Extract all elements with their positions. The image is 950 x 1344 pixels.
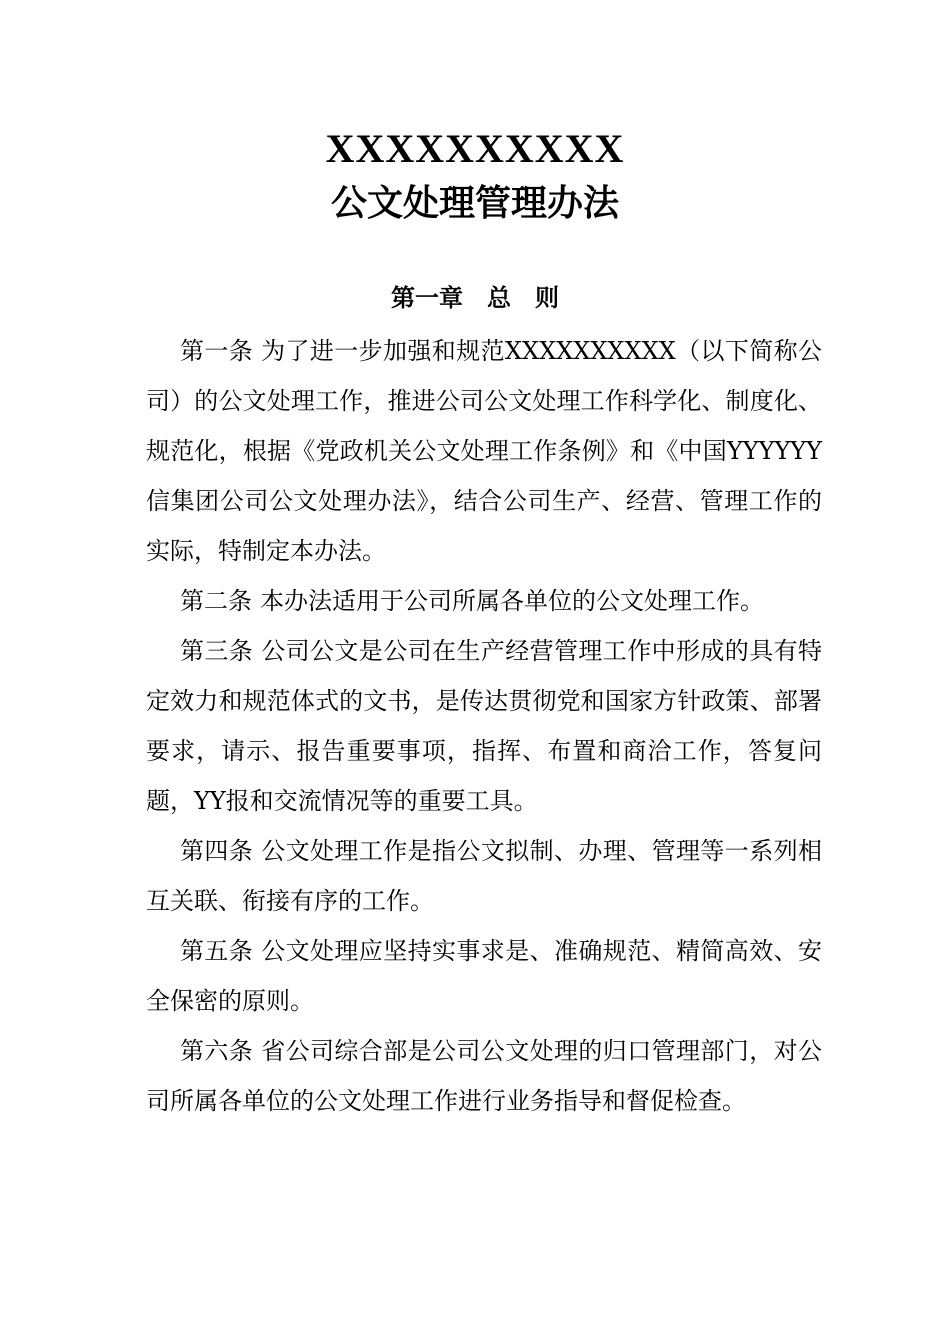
article-3: [146, 626, 822, 826]
article-text: 为了进一步加强和规范XXXXXXXXXX（以下简称公司）的公文处理工作，推进公司公文处理工作科学化、制度化、规范化，根据《党政机关公文处理工作条例》和《中国YYYYYY信集团公司公文处理办法》，结合公司生产、经营、管理工作的实际，特制定本办法。: [146, 337, 823, 565]
article-label: 第二条: [180, 587, 252, 615]
article-label: 第五条: [180, 937, 254, 965]
article-text: 公文处理工作是指公文拟制、办理、管理等一系列相互关联、衔接有序的工作。: [146, 837, 823, 915]
organization-name: XXXXXXXXXX: [325, 126, 625, 171]
article-label: 第四条: [180, 837, 254, 865]
article-label: 第六条: [180, 1037, 254, 1065]
document-title-text: 公文处理管理办法: [330, 183, 619, 224]
chapter-heading: 第一章 总 则: [391, 284, 559, 312]
article-4: [146, 826, 822, 926]
article-text: 省公司综合部是公司公文处理的归口管理部门，对公司所属各单位的公文处理工作进行业务指导和督促检查。: [146, 1037, 823, 1115]
article-text: 公司公文是公司在生产经营管理工作中形成的具有特定效力和规范体式的文书，是传达贯彻党和国家方针政策、部署要求，请示、报告重要事项，指挥、布置和商洽工作，答复问题，YY报和交流情况等的重要工具。: [146, 637, 823, 815]
article-label: 第三条: [180, 637, 254, 665]
document-body: [146, 326, 822, 1126]
article-text: 公文处理应坚持实事求是、准确规范、精简高效、安全保密的原则。: [146, 937, 823, 1015]
document-title: [0, 124, 950, 230]
article-5: [146, 926, 822, 1026]
article-2: [146, 576, 822, 626]
article-1: [146, 326, 822, 576]
article-label: 第一条: [180, 337, 254, 365]
article-6: [146, 1026, 822, 1126]
article-text: 本办法适用于公司所属各单位的公文处理工作。: [260, 587, 764, 615]
